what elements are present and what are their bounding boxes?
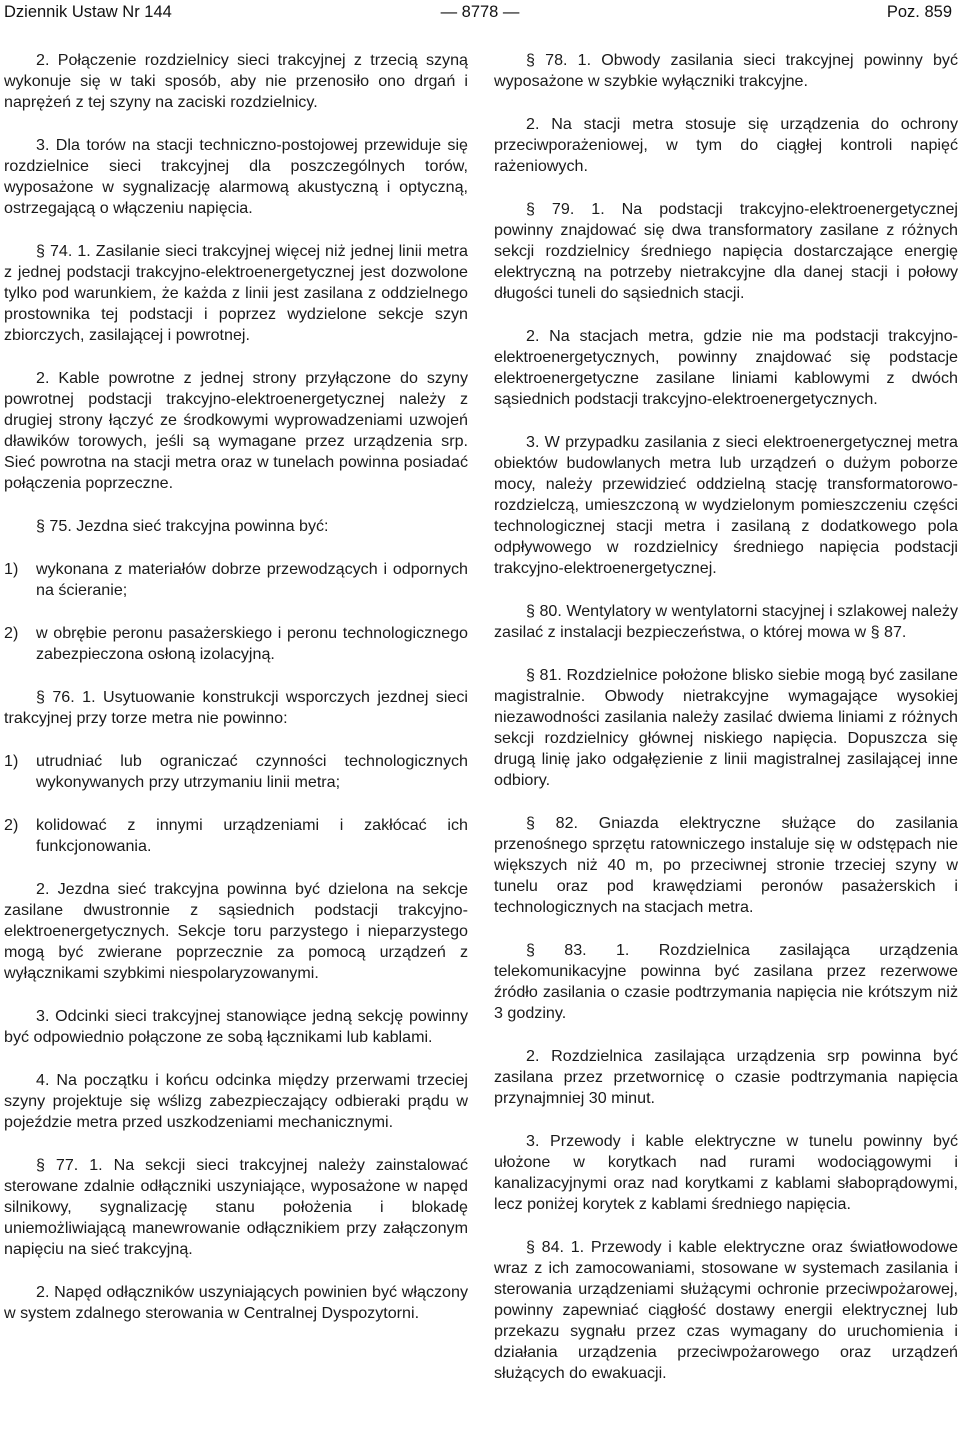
paragraph-text: § 78. 1. Obwody zasilania sieci trakcyjnej powinny być wyposażone w szybkie wyłączniki trakcyjne. bbox=[494, 51, 958, 90]
paragraph-text: § 84. 1. Przewody i kable elektryczne oraz światłowodowe wraz z ich zamocowaniami, stosowane w systemach zasilania i sterowania urządzeniami służącymi ochronie przeciwpożarowej, powinny zapewniać ciągłość dostawy energii elektrycznej lub przekazu sygnału przez czas wymagany do uruchomienia i działania urządzenia przeciwpożarowego oraz urządzeń służących do ewakuacji. bbox=[494, 1238, 958, 1382]
paragraph bbox=[494, 1131, 958, 1215]
paragraph-text: kolidować z innymi urządzeniami i zakłócać ich funkcjonowania. bbox=[36, 816, 468, 855]
paragraph bbox=[494, 940, 958, 1024]
paragraph-text: 2. Napęd odłączników uszyniających powinien być włączony w system zdalnego sterowania w Centralnej Dyspozytorni. bbox=[4, 1283, 468, 1322]
list-number: 2) bbox=[4, 624, 19, 642]
paragraph bbox=[494, 665, 958, 791]
paragraph bbox=[4, 1155, 468, 1260]
paragraph bbox=[4, 1070, 468, 1133]
list-number: 2) bbox=[4, 816, 19, 834]
paragraph-text: § 75. Jezdna sieć trakcyjna powinna być: bbox=[36, 517, 329, 535]
paragraph-text: wykonana z materiałów dobrze przewodzących i odpornych na ścieranie; bbox=[36, 560, 468, 599]
paragraph-text: 3. Dla torów na stacji techniczno-postojowej przewiduje się rozdzielnice sieci trakcyjnej dla poszczególnych torów, wyposażone w sygnalizację alarmową akustyczną i optyczną, ostrzegającą o włączeniu napięcia. bbox=[4, 136, 468, 217]
list-item bbox=[4, 815, 468, 857]
paragraph-text: § 79. 1. Na podstacji trakcyjno-elektroenergetycznej powinny znajdować się dwa transformatory zasilane z różnych sekcji rozdzielnicy średniego napięcia dostarczające energię elektryczną na potrzeby nietrakcyjne dla danej stacji i połowy długości tuneli do sąsiednich stacji. bbox=[494, 200, 958, 302]
paragraph-text: 2. Rozdzielnica zasilająca urządzenia srp powinna być zasilana przez przetwornicę o czasie podtrzymania napięcia przynajmniej 30 minut. bbox=[494, 1047, 958, 1107]
paragraph bbox=[4, 241, 468, 346]
paragraph bbox=[494, 1046, 958, 1109]
paragraph-text: § 74. 1. Zasilanie sieci trakcyjnej więcej niż jednej linii metra z jednej podstacji trakcyjno-elektroenergetycznej jest dozwolone tylko pod warunkiem, że każda z linii jest zasilana z oddzielnego prostownika tej podstacji i poprzez wydzielone sekcje szyn zbiorczych, zasilającej i powrotnej. bbox=[4, 242, 468, 344]
list-item bbox=[4, 623, 468, 665]
page-number: — 8778 — bbox=[440, 3, 520, 21]
publication-title: Dziennik Ustaw Nr 144 bbox=[4, 3, 172, 21]
paragraph bbox=[4, 516, 468, 537]
paragraph-text: 2. Jezdna sieć trakcyjna powinna być dzielona na sekcje zasilane dwustronnie z sąsiednich podstacji trakcyjno-elektroenergetycznych. Sekcje toru parzystego i nieparzystego mogą być zwierane poprzecznie za pomocą urządzeń z wyłącznikami szybkimi niespolaryzowanymi. bbox=[4, 880, 468, 982]
paragraph bbox=[494, 601, 958, 643]
paragraph-text: § 81. Rozdzielnice położone blisko siebie mogą być zasilane magistralnie. Obwody nietrakcyjne wymagające wysokiej niezawodności zasilania należy zasilać dwiema liniami z różnych sekcji rozdzielnicy głównej niskiego napięcia. Dopuszcza się drugą linię jako odgałęzienie z linii magistralnej zasilającej inne odbiory. bbox=[494, 666, 958, 789]
left-column bbox=[4, 50, 468, 1324]
paragraph bbox=[4, 1282, 468, 1324]
list-item bbox=[4, 559, 468, 601]
paragraph bbox=[4, 135, 468, 219]
list-item bbox=[4, 751, 468, 793]
paragraph-text: § 77. 1. Na sekcji sieci trakcyjnej należy zainstalować sterowane zdalnie odłączniki uszyniające, wyposażone w napęd silnikowy, sygnalizację stanu położenia i blokadę uniemożliwiającą manewrowanie odłącznikiem przy załączonym napięciu na sieć trakcyjną. bbox=[4, 1156, 468, 1258]
paragraph-text: utrudniać lub ograniczać czynności technologicznych wykonywanych przy utrzymaniu linii metra; bbox=[36, 752, 468, 791]
paragraph-text: 3. W przypadku zasilania z sieci elektroenergetycznej metra obiektów budowlanych metra lub urządzeń o dużym poborze mocy, należy przewidzieć oddzielną stację transformatorowo-rozdzielczą, umieszczoną w wydzielonym pomieszczeniu części technologicznej stacji metra i zasilaną z dodatkowego pola odpływowego w rozdzielnicy średniego napięcia podstacji trakcyjno-elektroenergetycznej. bbox=[494, 433, 958, 577]
paragraph bbox=[494, 432, 958, 579]
paragraph bbox=[494, 813, 958, 918]
paragraph-text: 4. Na początku i końcu odcinka między przerwami trzeciej szyny projektuje się wślizg zabezpieczający odbieraki prądu w pojeździe metra przed uszkodzeniami mechanicznymi. bbox=[4, 1071, 468, 1131]
paragraph bbox=[494, 199, 958, 304]
paragraph bbox=[4, 1006, 468, 1048]
paragraph-text: 2. Kable powrotne z jednej strony przyłączone do szyny powrotnej podstacji trakcyjno-elektroenergetycznej należy z drugiej strony łączyć ze środkowymi wyprowadzeniami uzwojeń dławików torowych, jeśli są wymagane przez urządzenia srp. Sieć powrotna na stacji metra oraz w tunelach powinna posiadać połączenia poprzeczne. bbox=[4, 369, 468, 492]
paragraph bbox=[494, 114, 958, 177]
paragraph bbox=[4, 368, 468, 494]
paragraph-text: § 83. 1. Rozdzielnica zasilająca urządzenia telekomunikacyjne powinna być zasilana przez rezerwowe źródło zasilania o czasie podtrzymania napięcia nie krótszym niż 3 godziny. bbox=[494, 941, 958, 1022]
paragraph-text: § 76. 1. Usytuowanie konstrukcji wsporczych jezdnej sieci trakcyjnej przy torze metra nie powinno: bbox=[4, 688, 468, 727]
paragraph bbox=[494, 50, 958, 92]
list-number: 1) bbox=[4, 560, 19, 578]
paragraph bbox=[4, 50, 468, 113]
paragraph-text: § 80. Wentylatory w wentylatorni stacyjnej i szlakowej należy zasilać z instalacji bezpieczeństwa, o której mowa w § 87. bbox=[494, 602, 958, 641]
paragraph bbox=[494, 1237, 958, 1384]
paragraph-text: 2. Połączenie rozdzielnicy sieci trakcyjnej z trzecią szyną wykonuje się w taki sposób, aby nie przenosiło ono drgań i naprężeń z tej szyny na zaciski rozdzielnicy. bbox=[4, 51, 468, 111]
right-column bbox=[494, 50, 958, 1384]
paragraph-text: 3. Przewody i kable elektryczne w tunelu powinny być ułożone w korytkach nad rurami wodociągowymi i kanalizacyjnymi oraz nad korytkami z kablami słaboprądowymi, lecz poniżej korytek z kablami średniego napięcia. bbox=[494, 1132, 958, 1213]
paragraph bbox=[494, 326, 958, 410]
paragraph-text: 3. Odcinki sieci trakcyjnej stanowiące jedną sekcję powinny być odpowiednio połączone ze sobą łącznikami lub kablami. bbox=[4, 1007, 468, 1046]
list-number: 1) bbox=[4, 752, 19, 770]
page-header bbox=[4, 0, 956, 24]
paragraph-text: 2. Na stacji metra stosuje się urządzenia do ochrony przeciwporażeniowej, w tym do ciągłej kontroli napięć rażeniowych. bbox=[494, 115, 958, 175]
paragraph-text: 2. Na stacjach metra, gdzie nie ma podstacji trakcyjno-elektroenergetycznych, powinny znajdować się podstacje elektroenergetyczne zasilane liniami kablowymi z dwóch sąsiednich podstacji trakcyjno-elektroenergetycznych. bbox=[494, 327, 958, 408]
paragraph-text: w obrębie peronu pasażerskiego i peronu technologicznego zabezpieczona osłoną izolacyjną. bbox=[36, 624, 468, 663]
position-number: Poz. 859 bbox=[886, 3, 952, 21]
paragraph bbox=[4, 879, 468, 984]
paragraph bbox=[4, 687, 468, 729]
paragraph-text: § 82. Gniazda elektryczne służące do zasilania przenośnego sprzętu ratowniczego instaluje się w odstępach nie większych niż 40 m, po przeciwnej stronie trzeciej szyny w tunelu oraz pod krawędziami peronów pasażerskich i technologicznych na stacjach metra. bbox=[494, 814, 958, 916]
